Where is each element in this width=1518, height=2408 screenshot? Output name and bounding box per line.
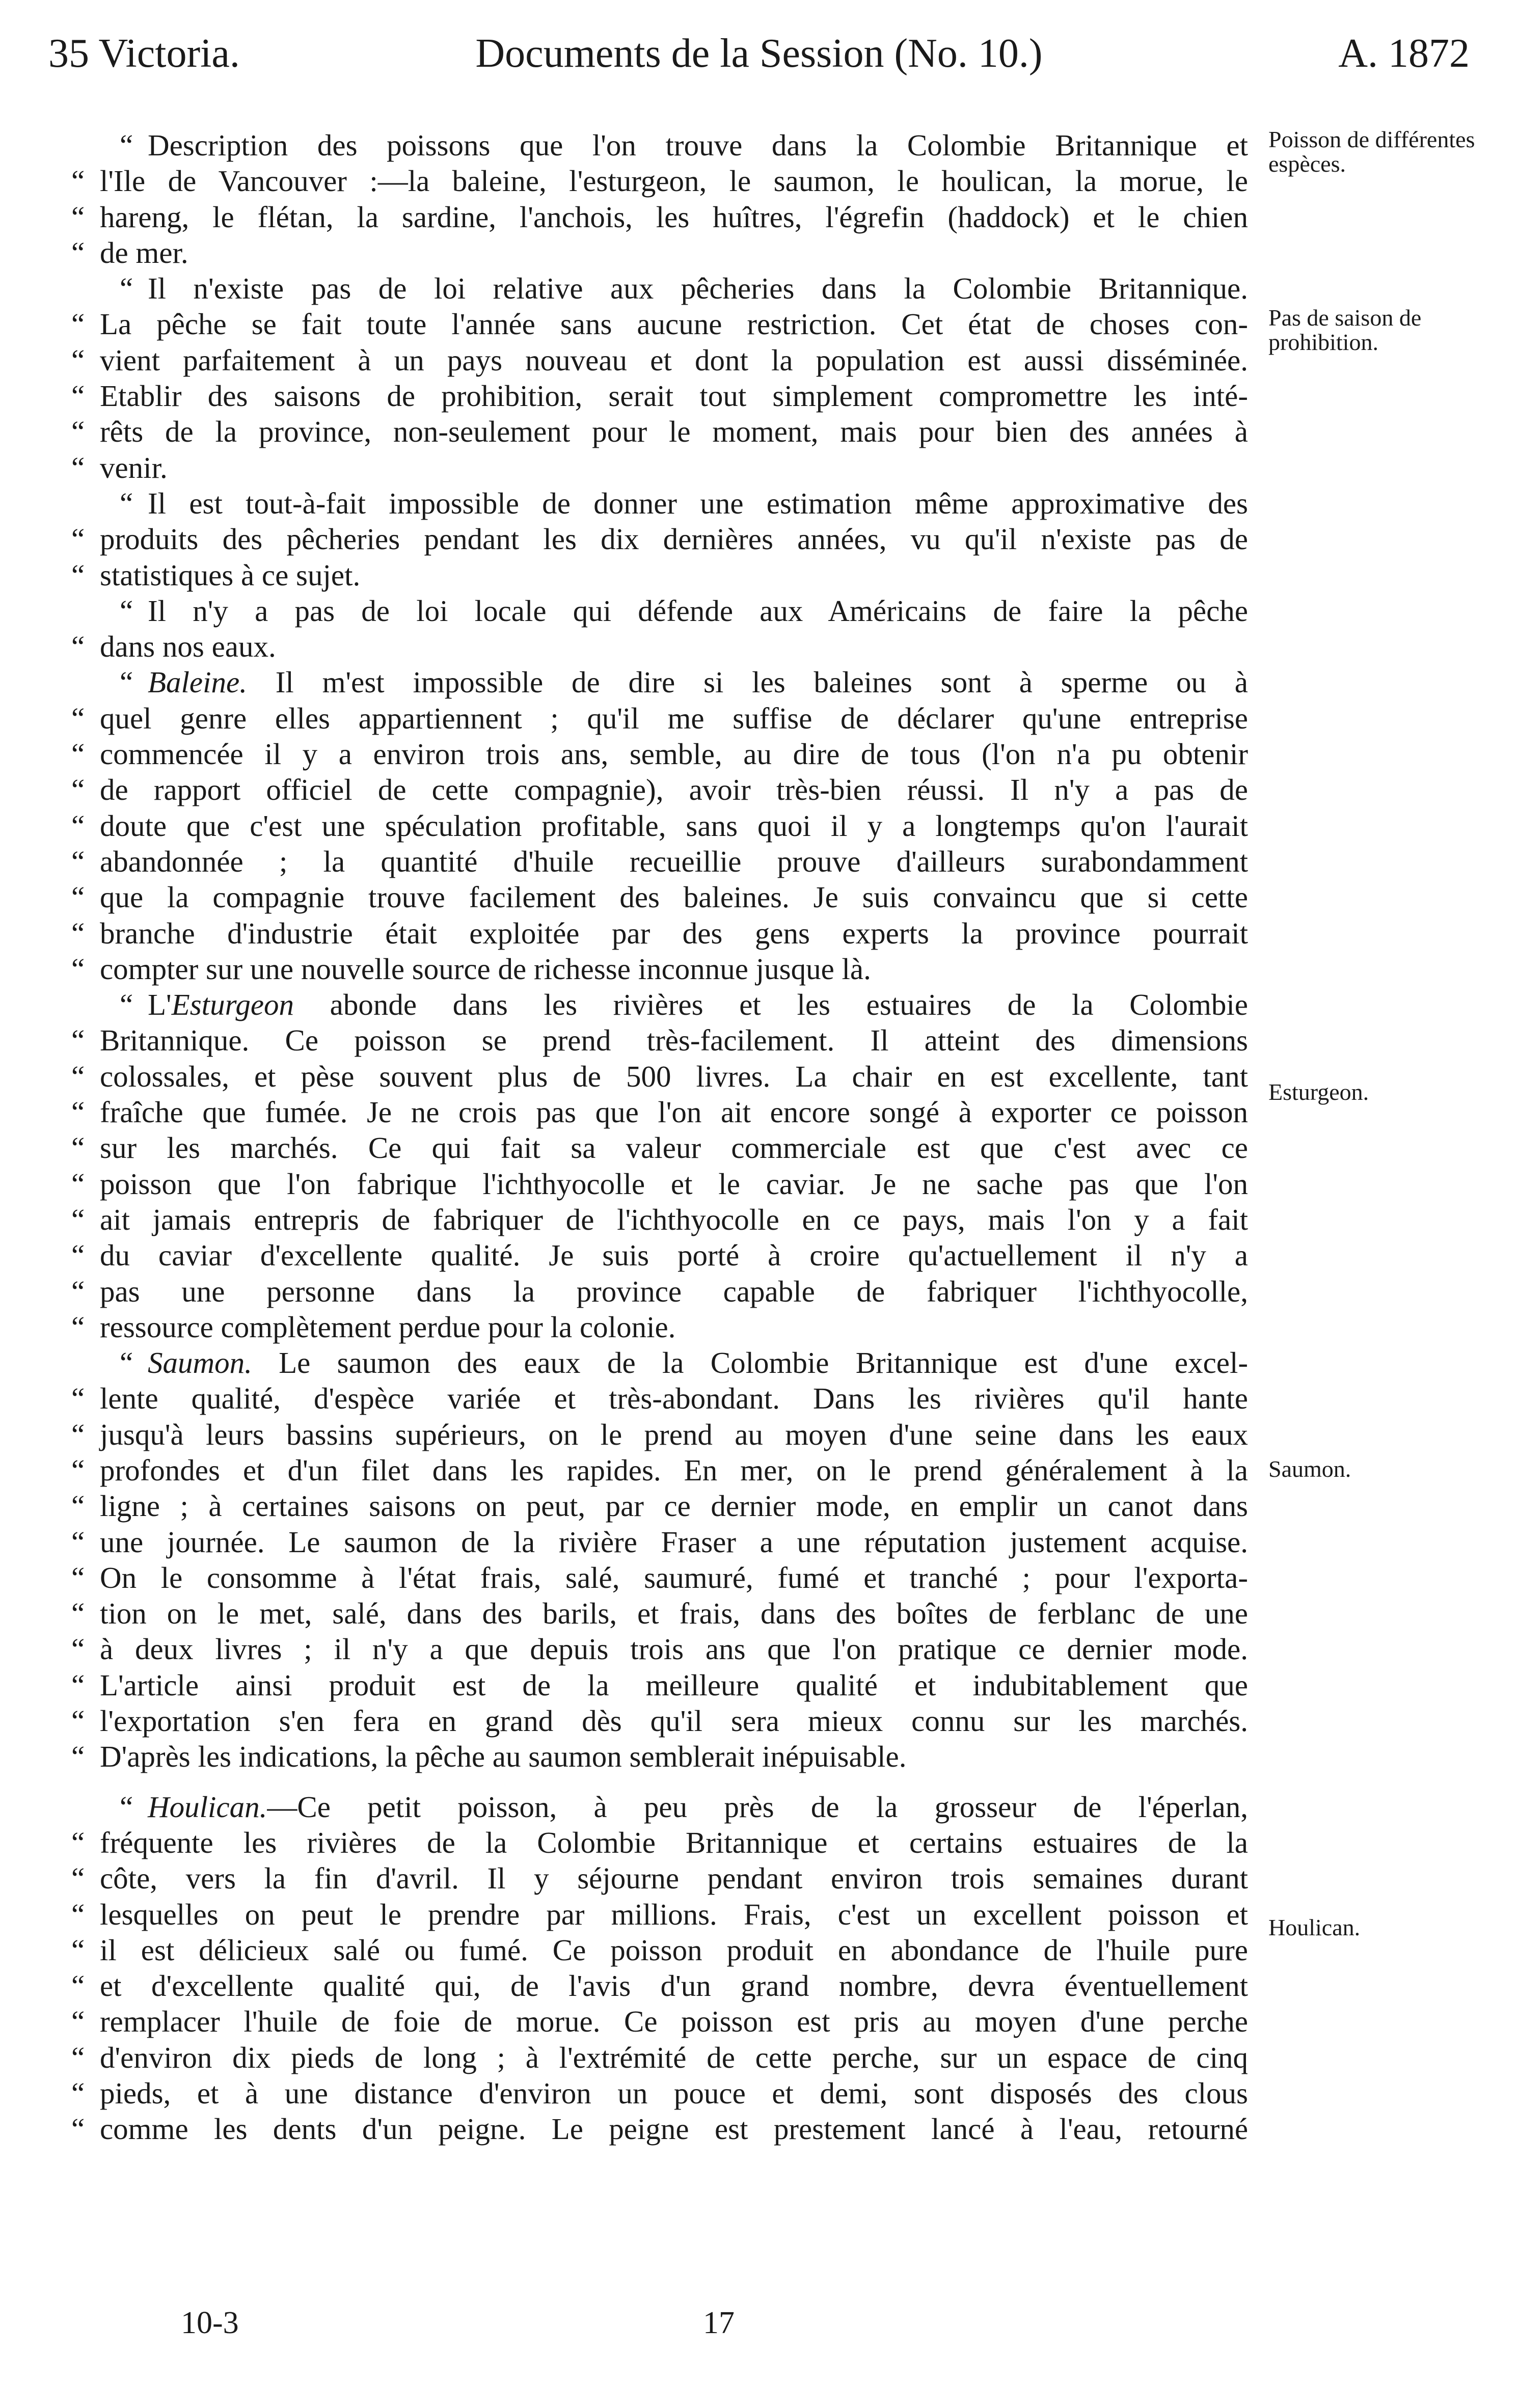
text-line: “ On le consomme à l'état frais, salé, saumuré, fumé et tranché ; pour l'exporta- — [71, 1560, 1248, 1595]
text-line: “ tion on le met, salé, dans des barils, et frais, dans des boîtes de ferblanc de une — [71, 1595, 1248, 1631]
text-line: “ lente qualité, d'espèce variée et très-abondant. Dans les rivières qu'il hante — [71, 1381, 1248, 1416]
page-footer — [0, 2303, 1518, 2343]
text-line: “ l'Ile de Vancouver :—la baleine, l'esturgeon, le saumon, le houlican, la morue, le — [71, 163, 1248, 199]
text-line: “ jusqu'à leurs bassins supérieurs, on le prend au moyen d'une seine dans les eaux — [71, 1417, 1248, 1452]
text-line: “ remplacer l'huile de foie de morue. Ce poisson est pris au moyen d'une perche — [71, 2004, 1248, 2039]
text-line: “ statistiques à ce sujet. — [71, 557, 1248, 593]
page-header — [48, 20, 1470, 87]
text-line: “ de mer. — [71, 235, 1248, 270]
paragraph-baleine — [71, 664, 1248, 987]
text-line: “ Description des poissons que l'on trouve dans la Colombie Britannique et — [71, 127, 1248, 163]
header-volume: 35 Victoria. — [48, 31, 240, 76]
text-line: “ branche d'industrie était exploitée par des gens experts la province pourrait — [71, 915, 1248, 951]
text-line: “ poisson que l'on fabrique l'ichthyocolle et le caviar. Je ne sache pas que l'on — [71, 1166, 1248, 1202]
margin-note-saumon: Saumon. — [1268, 1456, 1351, 1482]
text-line: “ comme les dents d'un peigne. Le peigne est prestement lancé à l'eau, retourné — [71, 2111, 1248, 2147]
text-line-rest: Le saumon des eaux de la Colombie Britannique est d'une excel- — [252, 1346, 1248, 1380]
text-line: “ lesquelles on peut le prendre par millions. Frais, c'est un excellent poisson et — [71, 1897, 1248, 1932]
text-line — [71, 1345, 1248, 1381]
text-line: “ hareng, le flétan, la sardine, l'anchois, les huîtres, l'égrefin (haddock) et le chien — [71, 199, 1248, 235]
margin-note-houlican: Houlican. — [1268, 1914, 1361, 1940]
text-line: “ Il est tout-à-fait impossible de donner une estimation même approximative des — [71, 485, 1248, 521]
paragraph-description — [71, 127, 1248, 270]
text-line: “ une journée. Le saumon de la rivière Fraser a une réputation justement acquise. — [71, 1524, 1248, 1560]
text-line: “ pas une personne dans la province capable de fabriquer l'ichthyocolle, — [71, 1274, 1248, 1309]
body-text — [71, 127, 1248, 2147]
text-line: “ à deux livres ; il n'y a que depuis trois ans que l'on pratique ce dernier mode. — [71, 1631, 1248, 1667]
text-line: “ La pêche se fait toute l'année sans aucune restriction. Cet état de choses con- — [71, 306, 1248, 342]
text-line: “ produits des pêcheries pendant les dix dernières années, vu qu'il n'existe pas de — [71, 521, 1248, 557]
text-line: “ compter sur une nouvelle source de richesse inconnue jusque là. — [71, 951, 1248, 987]
paragraph-no-local-law — [71, 593, 1248, 665]
text-line: “ Britannique. Ce poisson se prend très-facilement. Il atteint des dimensions — [71, 1022, 1248, 1058]
header-title: Documents de la Session (No. 10.) — [475, 31, 1043, 76]
paragraph-lead: Houlican. — [148, 1790, 267, 1824]
text-line: “ doute que c'est une spéculation profitable, sans quoi il y a longtemps qu'on l'aurait — [71, 808, 1248, 844]
margin-note-poisson: Poisson de différentes espèces. — [1268, 126, 1475, 177]
paragraph-no-law — [71, 270, 1248, 485]
text-line — [71, 987, 1248, 1022]
text-line: “ Etablir des saisons de prohibition, serait tout simplement compromettre les inté- — [71, 378, 1248, 414]
text-line: “ D'après les indications, la pêche au saumon semblerait inépuisable. — [71, 1739, 1248, 1774]
text-line: “ commencée il y a environ trois ans, semble, au dire de tous (l'on n'a pu obtenir — [71, 736, 1248, 772]
text-line: “ fréquente les rivières de la Colombie Britannique et certains estuaires de la — [71, 1825, 1248, 1860]
text-line-rest: abonde dans les rivières et les estuaires de la Colombie — [294, 988, 1248, 1022]
page-number: 17 — [703, 2306, 735, 2340]
text-line: “ de rapport officiel de cette compagnie), avoir très-bien réussi. Il n'y a pas de — [71, 772, 1248, 807]
text-line — [71, 664, 1248, 700]
text-line: “ Il n'existe pas de loi relative aux pêcheries dans la Colombie Britannique. — [71, 270, 1248, 306]
text-line: “ Il n'y a pas de loi locale qui défende aux Américains de faire la pêche — [71, 593, 1248, 629]
paragraph-no-estimate — [71, 485, 1248, 593]
text-line: “ l'exportation s'en fera en grand dès qu'il sera mieux connu sur les marchés. — [71, 1703, 1248, 1739]
text-line: “ colossales, et pèse souvent plus de 500 livres. La chair en est excellente, tant — [71, 1059, 1248, 1094]
paragraph-lead: Esturgeon — [171, 988, 294, 1022]
text-line: “ ressource complètement perdue pour la colonie. — [71, 1309, 1248, 1345]
text-line: “ rêts de la province, non-seulement pour le moment, mais pour bien des années à — [71, 414, 1248, 449]
text-line: “ d'environ dix pieds de long ; à l'extrémité de cette perche, sur un espace de cinq — [71, 2040, 1248, 2075]
margin-note-saison: Pas de saison de prohibition. — [1268, 305, 1422, 355]
text-line: “ il est délicieux salé ou fumé. Ce poisson produit en abondance de l'huile pure — [71, 1932, 1248, 1968]
paragraph-esturgeon — [71, 987, 1248, 1345]
paragraph-saumon — [71, 1345, 1248, 1775]
text-line: “ venir. — [71, 450, 1248, 485]
footer-signature: 10-3 — [181, 2306, 239, 2340]
text-line: “ pieds, et à une distance d'environ un pouce et demi, sont disposés des clous — [71, 2075, 1248, 2111]
text-line: “ ligne ; à certaines saisons on peut, par ce dernier mode, en emplir un canot dans — [71, 1488, 1248, 1524]
paragraph-lead: Saumon. — [148, 1346, 252, 1380]
text-line-rest: Il m'est impossible de dire si les baleines sont à sperme ou à — [247, 665, 1248, 699]
text-line-rest: —Ce petit poisson, à peu près de la grosseur de l'éperlan, — [267, 1790, 1248, 1824]
margin-note-esturgeon: Esturgeon. — [1268, 1079, 1369, 1105]
text-line — [71, 1789, 1248, 1825]
text-line: “ sur les marchés. Ce qui fait sa valeur commerciale est que c'est avec ce — [71, 1130, 1248, 1166]
text-line: “ abandonnée ; la quantité d'huile recueillie prouve d'ailleurs surabondamment — [71, 844, 1248, 879]
text-line: “ ait jamais entrepris de fabriquer de l'ichthyocolle en ce pays, mais l'on y a fait — [71, 1202, 1248, 1237]
text-line: “ côte, vers la fin d'avril. Il y séjourne pendant environ trois semaines durant — [71, 1860, 1248, 1896]
paragraph-houlican — [71, 1789, 1248, 2147]
text-line: “ vient parfaitement à un pays nouveau et dont la population est aussi disséminée. — [71, 342, 1248, 378]
text-line: “ du caviar d'excellente qualité. Je suis porté à croire qu'actuellement il n'y a — [71, 1237, 1248, 1273]
header-year: A. 1872 — [1338, 31, 1470, 76]
text-line: “ quel genre elles appartiennent ; qu'il me suffise de déclarer qu'une entreprise — [71, 700, 1248, 736]
text-line: “ profondes et d'un filet dans les rapides. En mer, on le prend généralement à la — [71, 1452, 1248, 1488]
text-line: “ que la compagnie trouve facilement des baleines. Je suis convaincu que si cette — [71, 879, 1248, 915]
paragraph-lead-prefix: L' — [148, 988, 172, 1022]
paragraph-gap — [71, 1775, 1248, 1789]
text-line: “ et d'excellente qualité qui, de l'avis d'un grand nombre, devra éventuellement — [71, 1968, 1248, 2004]
text-line: “ fraîche que fumée. Je ne crois pas que l'on ait encore songé à exporter ce poisson — [71, 1094, 1248, 1130]
text-line: “ L'article ainsi produit est de la meilleure qualité et indubitablement que — [71, 1667, 1248, 1703]
text-line: “ dans nos eaux. — [71, 629, 1248, 664]
paragraph-lead: Baleine. — [148, 665, 247, 699]
